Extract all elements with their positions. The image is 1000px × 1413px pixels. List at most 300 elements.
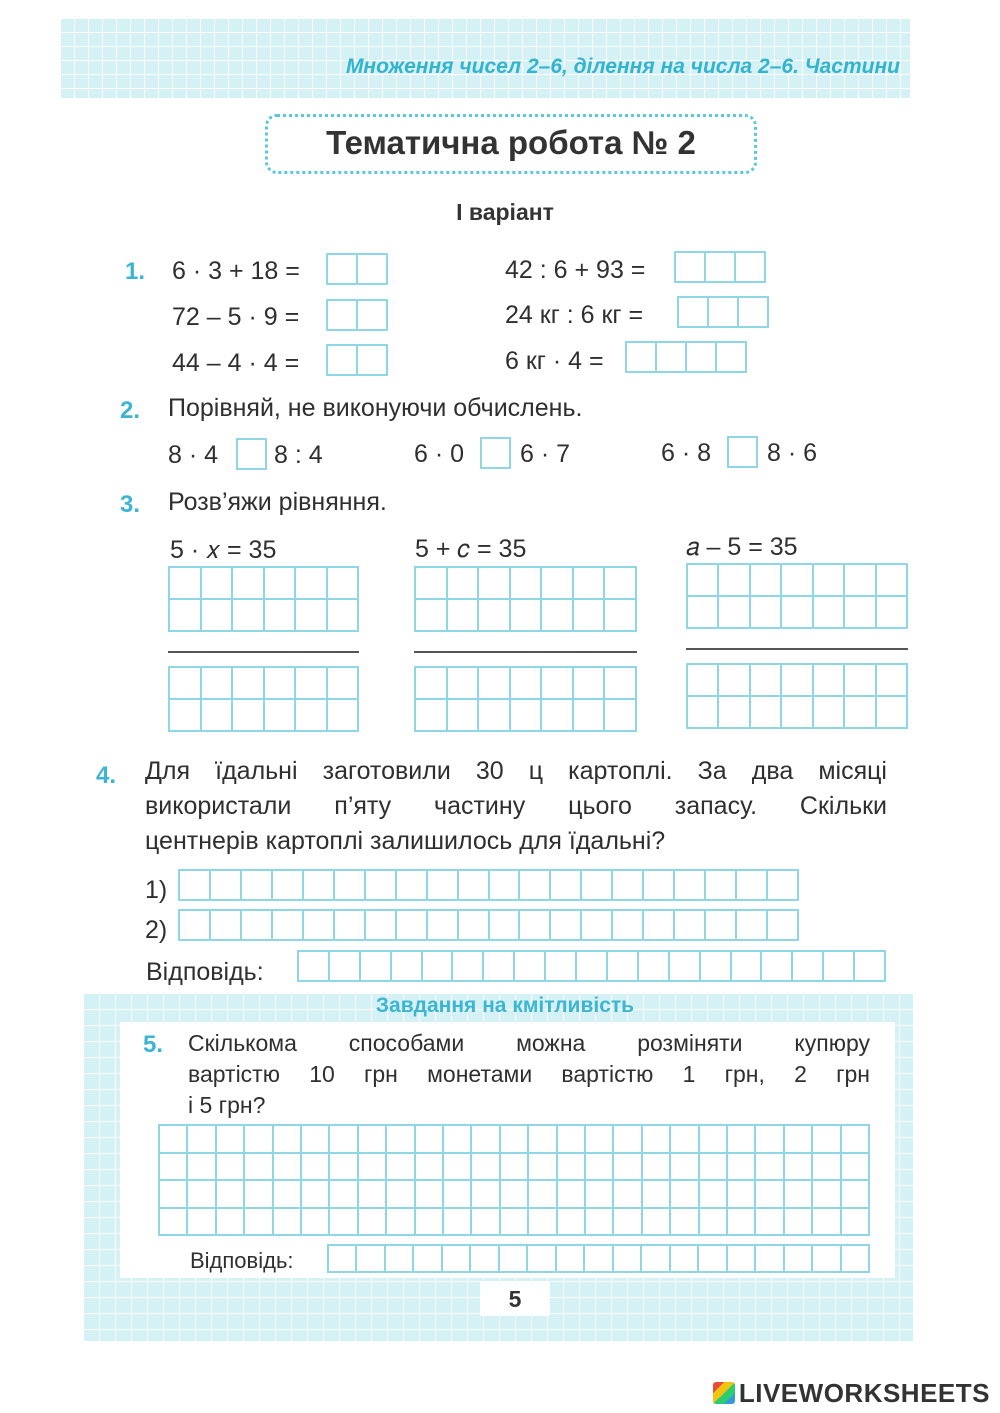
grid-cell[interactable]: [784, 1180, 812, 1208]
grid-cell[interactable]: [581, 910, 612, 940]
grid-cell[interactable]: [232, 599, 264, 631]
grid-cell[interactable]: [813, 596, 844, 628]
grid-cell[interactable]: [500, 1153, 528, 1181]
grid-cell[interactable]: [334, 870, 365, 900]
answer-cell[interactable]: [677, 296, 709, 328]
grid-cell[interactable]: [301, 1180, 329, 1208]
answer5-grid[interactable]: [327, 1244, 870, 1273]
grid-cell[interactable]: [264, 599, 296, 631]
grid-cell[interactable]: [273, 1208, 301, 1236]
task4-line-3: центнерів картоплі залишилось для їдальні?: [145, 827, 666, 855]
grid-cell[interactable]: [876, 596, 907, 628]
grid-cell[interactable]: [273, 1180, 301, 1208]
grid-cell[interactable]: [327, 667, 359, 699]
grid-cell[interactable]: [844, 664, 875, 696]
grid-cell[interactable]: [604, 667, 636, 699]
grid-cell[interactable]: [792, 951, 823, 981]
grid-cell[interactable]: [876, 564, 907, 596]
grid-cell[interactable]: [687, 564, 718, 596]
grid-cell[interactable]: [415, 599, 447, 631]
grid-cell[interactable]: [519, 910, 550, 940]
task2-right-3: 8 · 6: [767, 439, 818, 467]
grid-cell[interactable]: [755, 1180, 783, 1208]
grid-cell[interactable]: [478, 667, 510, 699]
grid-cell[interactable]: [295, 667, 327, 699]
grid-cell[interactable]: [528, 1180, 556, 1208]
grid-cell[interactable]: [781, 696, 812, 728]
grid-cell[interactable]: [541, 699, 573, 731]
grid-cell[interactable]: [396, 870, 427, 900]
grid-cell[interactable]: [700, 951, 731, 981]
grid-cell[interactable]: [541, 667, 573, 699]
grid-cell[interactable]: [447, 567, 479, 599]
grid-cell[interactable]: [272, 870, 303, 900]
grid-cell[interactable]: [841, 1208, 869, 1236]
grid-cell[interactable]: [699, 1153, 727, 1181]
grid-cell[interactable]: [471, 1208, 499, 1236]
task1-answer-4[interactable]: [674, 251, 764, 283]
task1-answer-1[interactable]: [326, 253, 386, 285]
grid-cell[interactable]: [584, 1245, 612, 1272]
grid-cell[interactable]: [360, 951, 391, 981]
grid-cell[interactable]: [528, 1208, 556, 1236]
grid-cell[interactable]: [415, 1125, 443, 1153]
grid-cell[interactable]: [329, 1153, 357, 1181]
equation-2-work-grid[interactable]: [414, 566, 637, 632]
answer-cell[interactable]: [356, 344, 388, 376]
grid-cell[interactable]: [241, 870, 272, 900]
grid-cell[interactable]: [641, 1245, 669, 1272]
grid-cell[interactable]: [812, 1245, 840, 1272]
grid-cell[interactable]: [812, 1125, 840, 1153]
grid-cell[interactable]: [750, 596, 781, 628]
grid-cell[interactable]: [576, 951, 607, 981]
grid-cell[interactable]: [727, 1125, 755, 1153]
grid-cell[interactable]: [812, 1180, 840, 1208]
grid-cell[interactable]: [443, 1153, 471, 1181]
step2-grid[interactable]: [178, 909, 799, 941]
grid-cell[interactable]: [642, 1208, 670, 1236]
grid-cell[interactable]: [854, 951, 885, 981]
grid-cell[interactable]: [447, 699, 479, 731]
grid-cell[interactable]: [273, 1125, 301, 1153]
grid-cell[interactable]: [386, 1125, 414, 1153]
grid-cell[interactable]: [585, 1180, 613, 1208]
answer5-label: Відповідь:: [190, 1248, 294, 1273]
grid-cell[interactable]: [514, 951, 545, 981]
answer4-grid[interactable]: [297, 950, 886, 982]
grid-cell[interactable]: [687, 664, 718, 696]
grid-cell[interactable]: [731, 951, 762, 981]
grid-cell[interactable]: [244, 1153, 272, 1181]
grid-cell[interactable]: [767, 910, 798, 940]
grid-cell[interactable]: [216, 1180, 244, 1208]
grid-cell[interactable]: [358, 1153, 386, 1181]
equation-1-work-grid[interactable]: [168, 566, 359, 632]
grid-cell[interactable]: [427, 870, 458, 900]
grid-cell[interactable]: [365, 870, 396, 900]
grid-cell[interactable]: [415, 667, 447, 699]
grid-cell[interactable]: [812, 1153, 840, 1181]
grid-cell[interactable]: [541, 599, 573, 631]
grid-cell[interactable]: [415, 1180, 443, 1208]
grid-cell[interactable]: [452, 951, 483, 981]
grid-cell[interactable]: [813, 664, 844, 696]
grid-cell[interactable]: [841, 1153, 869, 1181]
grid-cell[interactable]: [443, 1125, 471, 1153]
grid-cell[interactable]: [159, 1153, 187, 1181]
grid-cell[interactable]: [613, 1180, 641, 1208]
answer-cell[interactable]: [707, 296, 739, 328]
grid-cell[interactable]: [573, 667, 605, 699]
grid-cell[interactable]: [841, 1180, 869, 1208]
grid-cell[interactable]: [329, 1208, 357, 1236]
grid-cell[interactable]: [613, 1125, 641, 1153]
grid-cell[interactable]: [784, 1208, 812, 1236]
grid-cell[interactable]: [604, 699, 636, 731]
grid-cell[interactable]: [415, 567, 447, 599]
grid-cell[interactable]: [458, 910, 489, 940]
grid-cell[interactable]: [604, 599, 636, 631]
grid-cell[interactable]: [545, 951, 576, 981]
grid-cell[interactable]: [823, 951, 854, 981]
grid-cell[interactable]: [358, 1125, 386, 1153]
grid-cell[interactable]: [500, 1180, 528, 1208]
grid-cell[interactable]: [585, 1125, 613, 1153]
grid-cell[interactable]: [244, 1125, 272, 1153]
grid-cell[interactable]: [327, 699, 359, 731]
grid-cell[interactable]: [718, 596, 749, 628]
grid-cell[interactable]: [669, 951, 700, 981]
grid-cell[interactable]: [705, 870, 736, 900]
grid-cell[interactable]: [329, 951, 360, 981]
grid-cell[interactable]: [755, 1153, 783, 1181]
answer-cell[interactable]: [704, 251, 736, 283]
grid-cell[interactable]: [550, 870, 581, 900]
grid-cell[interactable]: [187, 1125, 215, 1153]
grid-cell[interactable]: [327, 567, 359, 599]
grid-cell[interactable]: [187, 1208, 215, 1236]
grid-cell[interactable]: [844, 564, 875, 596]
grid-cell[interactable]: [687, 696, 718, 728]
grid-cell[interactable]: [413, 1245, 441, 1272]
grid-cell[interactable]: [556, 1245, 584, 1272]
grid-cell[interactable]: [699, 1180, 727, 1208]
grid-cell[interactable]: [674, 870, 705, 900]
grid-cell[interactable]: [500, 1208, 528, 1236]
bonus-work-grid[interactable]: [158, 1124, 870, 1236]
grid-cell[interactable]: [557, 1180, 585, 1208]
grid-cell[interactable]: [784, 1125, 812, 1153]
grid-cell[interactable]: [727, 1153, 755, 1181]
grid-cell[interactable]: [159, 1125, 187, 1153]
answer-cell[interactable]: [685, 341, 717, 373]
grid-cell[interactable]: [187, 1180, 215, 1208]
grid-cell[interactable]: [638, 951, 669, 981]
equation-1-answer-grid[interactable]: [168, 666, 359, 732]
grid-cell[interactable]: [232, 667, 264, 699]
grid-cell[interactable]: [642, 1125, 670, 1153]
grid-cell[interactable]: [573, 599, 605, 631]
grid-cell[interactable]: [813, 696, 844, 728]
grid-cell[interactable]: [169, 599, 201, 631]
grid-cell[interactable]: [527, 1245, 555, 1272]
answer-cell[interactable]: [326, 299, 358, 331]
grid-cell[interactable]: [613, 1208, 641, 1236]
grid-cell[interactable]: [329, 1180, 357, 1208]
grid-cell[interactable]: [216, 1125, 244, 1153]
grid-cell[interactable]: [876, 696, 907, 728]
compare-box-3[interactable]: [727, 436, 758, 468]
grid-cell[interactable]: [510, 599, 542, 631]
grid-cell[interactable]: [585, 1153, 613, 1181]
grid-cell[interactable]: [301, 1125, 329, 1153]
grid-cell[interactable]: [642, 1153, 670, 1181]
grid-cell[interactable]: [755, 1125, 783, 1153]
grid-cell[interactable]: [201, 667, 233, 699]
grid-cell[interactable]: [813, 564, 844, 596]
grid-cell[interactable]: [736, 910, 767, 940]
equation-2-divider: [414, 651, 637, 653]
grid-cell[interactable]: [210, 910, 241, 940]
grid-cell[interactable]: [557, 1125, 585, 1153]
grid-cell[interactable]: [613, 1245, 641, 1272]
grid-cell[interactable]: [670, 1208, 698, 1236]
grid-cell[interactable]: [607, 951, 638, 981]
grid-cell[interactable]: [179, 870, 210, 900]
grid-cell[interactable]: [613, 1153, 641, 1181]
grid-cell[interactable]: [698, 1245, 726, 1272]
grid-cell[interactable]: [328, 1245, 356, 1272]
answer-cell[interactable]: [326, 344, 358, 376]
step1-grid[interactable]: [178, 869, 799, 901]
grid-cell[interactable]: [767, 870, 798, 900]
grid-cell[interactable]: [415, 1153, 443, 1181]
grid-cell[interactable]: [510, 567, 542, 599]
grid-cell[interactable]: [232, 699, 264, 731]
grid-cell[interactable]: [356, 1245, 384, 1272]
grid-cell[interactable]: [244, 1208, 272, 1236]
grid-cell[interactable]: [528, 1153, 556, 1181]
grid-cell[interactable]: [201, 599, 233, 631]
grid-cell[interactable]: [781, 596, 812, 628]
grid-cell[interactable]: [303, 910, 334, 940]
grid-cell[interactable]: [471, 1180, 499, 1208]
grid-cell[interactable]: [329, 1125, 357, 1153]
compare-box-1[interactable]: [236, 438, 267, 470]
grid-cell[interactable]: [295, 599, 327, 631]
grid-cell[interactable]: [557, 1153, 585, 1181]
grid-cell[interactable]: [876, 664, 907, 696]
grid-cell[interactable]: [727, 1245, 755, 1272]
grid-cell[interactable]: [557, 1208, 585, 1236]
compare-box-2[interactable]: [480, 437, 511, 469]
grid-cell[interactable]: [499, 1245, 527, 1272]
grid-cell[interactable]: [500, 1125, 528, 1153]
grid-cell[interactable]: [841, 1125, 869, 1153]
grid-cell[interactable]: [365, 910, 396, 940]
grid-cell[interactable]: [442, 1245, 470, 1272]
answer-cell[interactable]: [737, 296, 769, 328]
task1-answer-5[interactable]: [677, 296, 767, 328]
grid-cell[interactable]: [670, 1125, 698, 1153]
grid-cell[interactable]: [415, 699, 447, 731]
grid-cell[interactable]: [358, 1180, 386, 1208]
grid-cell[interactable]: [581, 870, 612, 900]
grid-cell[interactable]: [755, 1245, 783, 1272]
grid-cell[interactable]: [643, 910, 674, 940]
grid-cell[interactable]: [447, 667, 479, 699]
grid-cell[interactable]: [386, 1208, 414, 1236]
grid-cell[interactable]: [781, 664, 812, 696]
grid-cell[interactable]: [201, 699, 233, 731]
grid-cell[interactable]: [718, 664, 749, 696]
grid-cell[interactable]: [396, 910, 427, 940]
grid-cell[interactable]: [443, 1180, 471, 1208]
grid-cell[interactable]: [781, 564, 812, 596]
answer-cell[interactable]: [625, 341, 657, 373]
grid-cell[interactable]: [216, 1153, 244, 1181]
grid-cell[interactable]: [241, 910, 272, 940]
grid-cell[interactable]: [642, 1180, 670, 1208]
grid-cell[interactable]: [541, 567, 573, 599]
answer-cell[interactable]: [356, 253, 388, 285]
grid-cell[interactable]: [573, 567, 605, 599]
grid-cell[interactable]: [386, 1180, 414, 1208]
grid-cell[interactable]: [264, 667, 296, 699]
grid-cell[interactable]: [303, 870, 334, 900]
grid-cell[interactable]: [483, 951, 514, 981]
grid-cell[interactable]: [478, 599, 510, 631]
grid-cell[interactable]: [750, 564, 781, 596]
grid-cell[interactable]: [169, 699, 201, 731]
grid-cell[interactable]: [604, 567, 636, 599]
grid-cell[interactable]: [159, 1208, 187, 1236]
grid-cell[interactable]: [528, 1125, 556, 1153]
grid-cell[interactable]: [298, 951, 329, 981]
grid-cell[interactable]: [643, 870, 674, 900]
grid-cell[interactable]: [699, 1208, 727, 1236]
grid-cell[interactable]: [750, 664, 781, 696]
grid-cell[interactable]: [727, 1208, 755, 1236]
grid-cell[interactable]: [687, 596, 718, 628]
answer-cell[interactable]: [674, 251, 706, 283]
grid-cell[interactable]: [334, 910, 365, 940]
grid-cell[interactable]: [844, 696, 875, 728]
grid-cell[interactable]: [519, 870, 550, 900]
grid-cell[interactable]: [169, 567, 201, 599]
grid-cell[interactable]: [550, 910, 581, 940]
grid-cell[interactable]: [458, 870, 489, 900]
grid-cell[interactable]: [244, 1180, 272, 1208]
answer-cell[interactable]: [734, 251, 766, 283]
equation-2-answer-grid[interactable]: [414, 666, 637, 732]
grid-cell[interactable]: [844, 596, 875, 628]
grid-cell[interactable]: [478, 699, 510, 731]
grid-cell[interactable]: [841, 1245, 869, 1272]
grid-cell[interactable]: [201, 567, 233, 599]
grid-cell[interactable]: [273, 1153, 301, 1181]
task1-expr-2: 72 – 5 · 9 =: [172, 303, 300, 331]
grid-cell[interactable]: [447, 599, 479, 631]
task2-right-2: 6 · 7: [520, 440, 571, 468]
grid-cell[interactable]: [670, 1180, 698, 1208]
grid-cell[interactable]: [159, 1180, 187, 1208]
grid-cell[interactable]: [232, 567, 264, 599]
grid-cell[interactable]: [755, 1208, 783, 1236]
grid-cell[interactable]: [573, 699, 605, 731]
grid-cell[interactable]: [470, 1245, 498, 1272]
grid-cell[interactable]: [295, 699, 327, 731]
grid-cell[interactable]: [612, 910, 643, 940]
grid-cell[interactable]: [585, 1208, 613, 1236]
grid-cell[interactable]: [272, 910, 303, 940]
task1-answer-6[interactable]: [625, 341, 745, 373]
grid-cell[interactable]: [478, 567, 510, 599]
grid-cell[interactable]: [674, 910, 705, 940]
equation-3-work-grid[interactable]: [686, 563, 908, 629]
grid-cell[interactable]: [510, 699, 542, 731]
grid-cell[interactable]: [187, 1153, 215, 1181]
grid-cell[interactable]: [705, 910, 736, 940]
grid-cell[interactable]: [471, 1125, 499, 1153]
grid-cell[interactable]: [295, 567, 327, 599]
grid-cell[interactable]: [422, 951, 453, 981]
answer-cell[interactable]: [326, 253, 358, 285]
grid-cell[interactable]: [812, 1208, 840, 1236]
answer-cell[interactable]: [655, 341, 687, 373]
grid-cell[interactable]: [718, 564, 749, 596]
grid-cell[interactable]: [301, 1153, 329, 1181]
grid-cell[interactable]: [385, 1245, 413, 1272]
grid-cell[interactable]: [427, 910, 458, 940]
grid-cell[interactable]: [391, 951, 422, 981]
grid-cell[interactable]: [489, 910, 520, 940]
grid-cell[interactable]: [216, 1208, 244, 1236]
grid-cell[interactable]: [670, 1245, 698, 1272]
grid-cell[interactable]: [736, 870, 767, 900]
grid-cell[interactable]: [415, 1208, 443, 1236]
grid-cell[interactable]: [301, 1208, 329, 1236]
grid-cell[interactable]: [612, 870, 643, 900]
grid-cell[interactable]: [386, 1153, 414, 1181]
grid-cell[interactable]: [443, 1208, 471, 1236]
grid-cell[interactable]: [727, 1180, 755, 1208]
grid-cell[interactable]: [784, 1245, 812, 1272]
grid-cell[interactable]: [264, 567, 296, 599]
grid-cell[interactable]: [169, 667, 201, 699]
grid-cell[interactable]: [210, 870, 241, 900]
answer-cell[interactable]: [356, 299, 388, 331]
grid-cell[interactable]: [784, 1153, 812, 1181]
grid-cell[interactable]: [358, 1208, 386, 1236]
grid-cell[interactable]: [761, 951, 792, 981]
grid-cell[interactable]: [264, 699, 296, 731]
grid-cell[interactable]: [471, 1153, 499, 1181]
grid-cell[interactable]: [179, 910, 210, 940]
task1-answer-2[interactable]: [326, 299, 386, 331]
grid-cell[interactable]: [670, 1153, 698, 1181]
grid-cell[interactable]: [750, 696, 781, 728]
answer-cell[interactable]: [715, 341, 747, 373]
equation-3-answer-grid[interactable]: [686, 663, 908, 729]
grid-cell[interactable]: [510, 667, 542, 699]
grid-cell[interactable]: [699, 1125, 727, 1153]
grid-cell[interactable]: [327, 599, 359, 631]
grid-cell[interactable]: [718, 696, 749, 728]
task1-answer-3[interactable]: [326, 344, 386, 376]
grid-cell[interactable]: [489, 870, 520, 900]
